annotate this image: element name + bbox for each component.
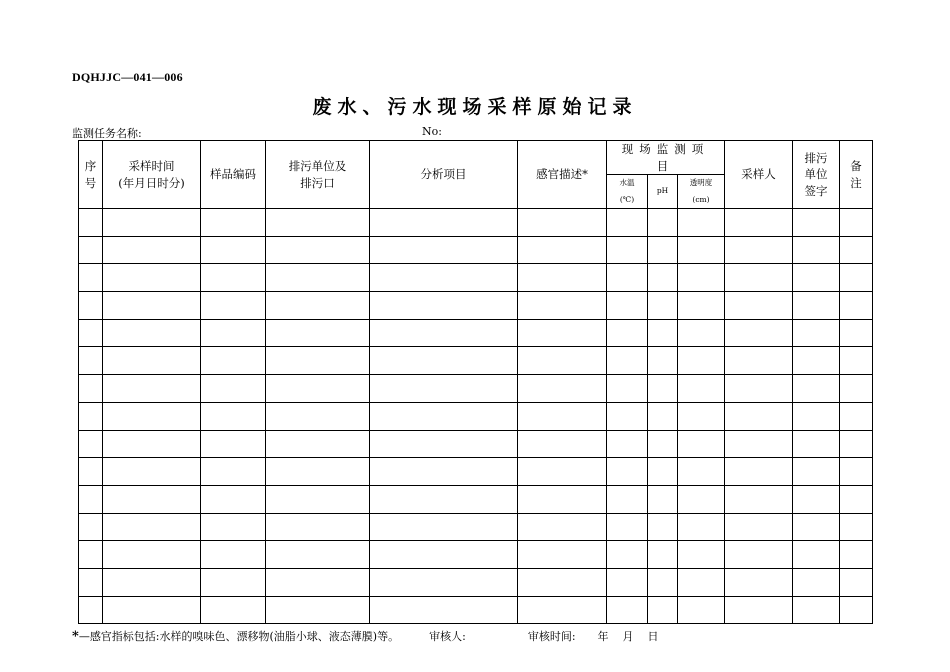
- record-number-label: No:: [422, 125, 442, 138]
- header-row: [79, 141, 873, 175]
- table-cell[interactable]: [793, 568, 840, 596]
- table-cell[interactable]: [266, 402, 370, 430]
- table-cell[interactable]: [840, 236, 873, 264]
- table-row: [79, 347, 873, 375]
- table-cell[interactable]: [103, 596, 201, 624]
- table-cell[interactable]: [266, 485, 370, 513]
- table-cell[interactable]: [79, 236, 103, 264]
- table-cell[interactable]: [518, 319, 607, 347]
- table-cell[interactable]: [607, 458, 648, 486]
- table-cell[interactable]: [793, 209, 840, 237]
- table-cell[interactable]: [607, 402, 648, 430]
- table-cell[interactable]: [103, 485, 201, 513]
- table-cell[interactable]: [607, 375, 648, 403]
- table-cell[interactable]: [793, 347, 840, 375]
- table-cell[interactable]: [518, 402, 607, 430]
- table-cell[interactable]: [201, 513, 266, 541]
- document-code: DQHJJC—041—006: [72, 70, 183, 84]
- table-row: [79, 292, 873, 320]
- table-cell[interactable]: [79, 402, 103, 430]
- table-cell[interactable]: [518, 568, 607, 596]
- table-cell[interactable]: [648, 596, 678, 624]
- table-cell[interactable]: [370, 596, 518, 624]
- table-cell[interactable]: [370, 264, 518, 292]
- table-cell[interactable]: [648, 485, 678, 513]
- review-time-label: 审核时间:: [527, 630, 576, 643]
- table-cell[interactable]: [725, 430, 793, 458]
- table-cell[interactable]: [370, 485, 518, 513]
- table-cell[interactable]: [840, 430, 873, 458]
- table-cell[interactable]: [103, 264, 201, 292]
- table-cell[interactable]: [840, 458, 873, 486]
- table-cell[interactable]: [793, 596, 840, 624]
- table-cell[interactable]: [725, 458, 793, 486]
- table-cell[interactable]: [79, 430, 103, 458]
- table-cell[interactable]: [518, 209, 607, 237]
- table-cell[interactable]: [201, 292, 266, 320]
- table-cell[interactable]: [266, 319, 370, 347]
- table-cell[interactable]: [607, 541, 648, 569]
- header-sampling-time: 采样时间 (年月日时分): [103, 141, 201, 209]
- table-cell[interactable]: [678, 485, 725, 513]
- table-cell[interactable]: [201, 541, 266, 569]
- table-cell[interactable]: [607, 236, 648, 264]
- table-cell[interactable]: [607, 319, 648, 347]
- table-row: [79, 319, 873, 347]
- table-cell[interactable]: [648, 264, 678, 292]
- header-sample-code: 样品编码: [201, 141, 266, 209]
- table-cell[interactable]: [840, 375, 873, 403]
- table-cell[interactable]: [79, 375, 103, 403]
- table-cell[interactable]: [648, 319, 678, 347]
- table-cell[interactable]: [370, 568, 518, 596]
- table-cell[interactable]: [266, 541, 370, 569]
- table-cell[interactable]: [518, 347, 607, 375]
- table-cell[interactable]: [678, 209, 725, 237]
- table-cell[interactable]: [103, 568, 201, 596]
- table-cell[interactable]: [793, 236, 840, 264]
- table-row: [79, 596, 873, 624]
- table-cell[interactable]: [266, 236, 370, 264]
- table-cell[interactable]: [201, 236, 266, 264]
- year-label: 年: [597, 630, 609, 643]
- table-cell[interactable]: [648, 568, 678, 596]
- table-row: [79, 402, 873, 430]
- table-cell[interactable]: [725, 209, 793, 237]
- table-cell[interactable]: [79, 319, 103, 347]
- table-cell[interactable]: [793, 485, 840, 513]
- table-cell[interactable]: [678, 458, 725, 486]
- table-cell[interactable]: [518, 541, 607, 569]
- table-cell[interactable]: [103, 513, 201, 541]
- table-cell[interactable]: [793, 319, 840, 347]
- table-cell[interactable]: [201, 568, 266, 596]
- table-cell[interactable]: [370, 236, 518, 264]
- table-cell[interactable]: [79, 513, 103, 541]
- table-cell[interactable]: [793, 375, 840, 403]
- table-cell[interactable]: [201, 430, 266, 458]
- table-cell[interactable]: [103, 209, 201, 237]
- table-cell[interactable]: [607, 209, 648, 237]
- header-field-monitoring-group: 现场监测项 目: [607, 141, 725, 175]
- table-row: [79, 375, 873, 403]
- table-cell[interactable]: [678, 402, 725, 430]
- sampling-record-table: [78, 140, 873, 624]
- table-cell[interactable]: [678, 430, 725, 458]
- table-row: [79, 264, 873, 292]
- table-cell[interactable]: [725, 596, 793, 624]
- table-cell[interactable]: [370, 541, 518, 569]
- day-label: 日: [647, 630, 659, 643]
- table-cell[interactable]: [79, 596, 103, 624]
- table-cell[interactable]: [840, 292, 873, 320]
- table-cell[interactable]: [370, 292, 518, 320]
- reviewer-label: 审核人:: [429, 630, 466, 643]
- table-row: [79, 209, 873, 237]
- table-cell[interactable]: [648, 541, 678, 569]
- table-cell[interactable]: [607, 292, 648, 320]
- table-cell[interactable]: [840, 264, 873, 292]
- table-cell[interactable]: [725, 236, 793, 264]
- table-cell[interactable]: [725, 485, 793, 513]
- table-cell[interactable]: [840, 568, 873, 596]
- table-cell[interactable]: [678, 513, 725, 541]
- table-row: [79, 485, 873, 513]
- table-cell[interactable]: [840, 513, 873, 541]
- table-cell[interactable]: [725, 375, 793, 403]
- table-cell[interactable]: [103, 458, 201, 486]
- table-cell[interactable]: [518, 485, 607, 513]
- table-cell[interactable]: [793, 264, 840, 292]
- table-cell[interactable]: [201, 485, 266, 513]
- header-remark: 备 注: [840, 141, 873, 209]
- table-cell[interactable]: [725, 264, 793, 292]
- table-cell[interactable]: [79, 347, 103, 375]
- task-name-label: 监测任务名称:: [72, 127, 142, 140]
- table-cell[interactable]: [103, 541, 201, 569]
- table-cell[interactable]: [266, 596, 370, 624]
- table-cell[interactable]: [79, 541, 103, 569]
- table-cell[interactable]: [79, 458, 103, 486]
- table-cell[interactable]: [266, 375, 370, 403]
- table-cell[interactable]: [648, 458, 678, 486]
- table-cell[interactable]: [370, 513, 518, 541]
- header-discharge-unit: 排污单位及 排污口: [266, 141, 370, 209]
- table-cell[interactable]: [518, 430, 607, 458]
- table-cell[interactable]: [607, 596, 648, 624]
- table-cell[interactable]: [725, 513, 793, 541]
- table-cell[interactable]: [266, 568, 370, 596]
- table-cell[interactable]: [840, 319, 873, 347]
- table-cell[interactable]: [518, 264, 607, 292]
- table-cell[interactable]: [370, 402, 518, 430]
- table-cell[interactable]: [103, 430, 201, 458]
- table-row: [79, 513, 873, 541]
- table-cell[interactable]: [678, 568, 725, 596]
- table-cell[interactable]: [793, 292, 840, 320]
- table-cell[interactable]: [607, 568, 648, 596]
- footnote-star: *: [72, 629, 79, 644]
- table-cell[interactable]: [607, 347, 648, 375]
- table-row: [79, 541, 873, 569]
- table-cell[interactable]: [266, 264, 370, 292]
- table-cell[interactable]: [201, 402, 266, 430]
- table-cell[interactable]: [79, 209, 103, 237]
- header-unit-signature: 排污 单位 签字: [793, 141, 840, 209]
- table-cell[interactable]: [648, 236, 678, 264]
- table-cell[interactable]: [518, 375, 607, 403]
- header-water-temperature: 水温 (℃): [607, 175, 648, 209]
- table-cell[interactable]: [793, 513, 840, 541]
- header-sensory-description: 感官描述*: [518, 141, 607, 209]
- table-cell[interactable]: [201, 375, 266, 403]
- table-cell[interactable]: [607, 513, 648, 541]
- table-cell[interactable]: [266, 458, 370, 486]
- table-cell[interactable]: [793, 541, 840, 569]
- table-cell[interactable]: [678, 596, 725, 624]
- table-cell[interactable]: [266, 347, 370, 375]
- table-body: [79, 209, 873, 624]
- table-cell[interactable]: [201, 596, 266, 624]
- table-cell[interactable]: [840, 485, 873, 513]
- table-cell[interactable]: [840, 596, 873, 624]
- header-analysis-items: 分析项目: [370, 141, 518, 209]
- table-cell[interactable]: [201, 319, 266, 347]
- table-cell[interactable]: [648, 292, 678, 320]
- table-cell[interactable]: [103, 402, 201, 430]
- table-cell[interactable]: [648, 402, 678, 430]
- table-cell[interactable]: [607, 430, 648, 458]
- table-cell[interactable]: [793, 402, 840, 430]
- month-label: 月: [622, 630, 634, 643]
- header-sampler: 采样人: [725, 141, 793, 209]
- table-cell[interactable]: [370, 375, 518, 403]
- table-cell[interactable]: [370, 209, 518, 237]
- table-cell[interactable]: [370, 458, 518, 486]
- table-row: [79, 568, 873, 596]
- table-cell[interactable]: [607, 264, 648, 292]
- table-cell[interactable]: [518, 292, 607, 320]
- footnote-text: —感官指标包括:水样的嗅味色、漂移物(油脂小球、液态薄膜)等。: [78, 630, 400, 643]
- table-cell[interactable]: [840, 347, 873, 375]
- table-cell[interactable]: [201, 347, 266, 375]
- table-row: [79, 430, 873, 458]
- table-cell[interactable]: [103, 319, 201, 347]
- table-cell[interactable]: [518, 236, 607, 264]
- table-cell[interactable]: [648, 430, 678, 458]
- table-cell[interactable]: [840, 541, 873, 569]
- table-cell[interactable]: [648, 513, 678, 541]
- table-cell[interactable]: [678, 541, 725, 569]
- table-cell[interactable]: [370, 430, 518, 458]
- table-cell[interactable]: [607, 485, 648, 513]
- table-cell[interactable]: [266, 513, 370, 541]
- table-cell[interactable]: [103, 292, 201, 320]
- table-cell[interactable]: [103, 375, 201, 403]
- table-cell[interactable]: [678, 347, 725, 375]
- table-cell[interactable]: [725, 292, 793, 320]
- table-cell[interactable]: [266, 209, 370, 237]
- table-row: [79, 458, 873, 486]
- table-cell[interactable]: [725, 347, 793, 375]
- table-cell[interactable]: [725, 541, 793, 569]
- table-cell[interactable]: [266, 292, 370, 320]
- table-cell[interactable]: [678, 264, 725, 292]
- table-cell[interactable]: [518, 458, 607, 486]
- table-cell[interactable]: [79, 485, 103, 513]
- table-cell[interactable]: [840, 402, 873, 430]
- table-cell[interactable]: [201, 458, 266, 486]
- table-cell[interactable]: [725, 568, 793, 596]
- table-cell[interactable]: [725, 402, 793, 430]
- table-cell[interactable]: [678, 292, 725, 320]
- table-cell[interactable]: [79, 568, 103, 596]
- table-cell[interactable]: [648, 209, 678, 237]
- table-cell[interactable]: [103, 347, 201, 375]
- table-cell[interactable]: [648, 375, 678, 403]
- table-row: [79, 236, 873, 264]
- table-cell[interactable]: [201, 264, 266, 292]
- table-cell[interactable]: [678, 319, 725, 347]
- table-cell[interactable]: [103, 236, 201, 264]
- table-cell[interactable]: [793, 430, 840, 458]
- table-cell[interactable]: [370, 319, 518, 347]
- table-cell[interactable]: [518, 596, 607, 624]
- header-seq: 序 号: [79, 141, 103, 209]
- footnote: [72, 628, 659, 644]
- table-cell[interactable]: [678, 375, 725, 403]
- table-cell[interactable]: [840, 209, 873, 237]
- table-cell[interactable]: [793, 458, 840, 486]
- table-cell[interactable]: [370, 347, 518, 375]
- table-cell[interactable]: [678, 236, 725, 264]
- header-transparency: 透明度 (cm): [678, 175, 725, 209]
- table-cell[interactable]: [201, 209, 266, 237]
- table-cell[interactable]: [518, 513, 607, 541]
- table-cell[interactable]: [79, 264, 103, 292]
- table-cell[interactable]: [648, 347, 678, 375]
- document-title: 废水、污水现场采样原始记录: [312, 96, 638, 118]
- table-cell[interactable]: [79, 292, 103, 320]
- table-cell[interactable]: [725, 319, 793, 347]
- table-cell[interactable]: [266, 430, 370, 458]
- header-ph: pH: [648, 175, 678, 209]
